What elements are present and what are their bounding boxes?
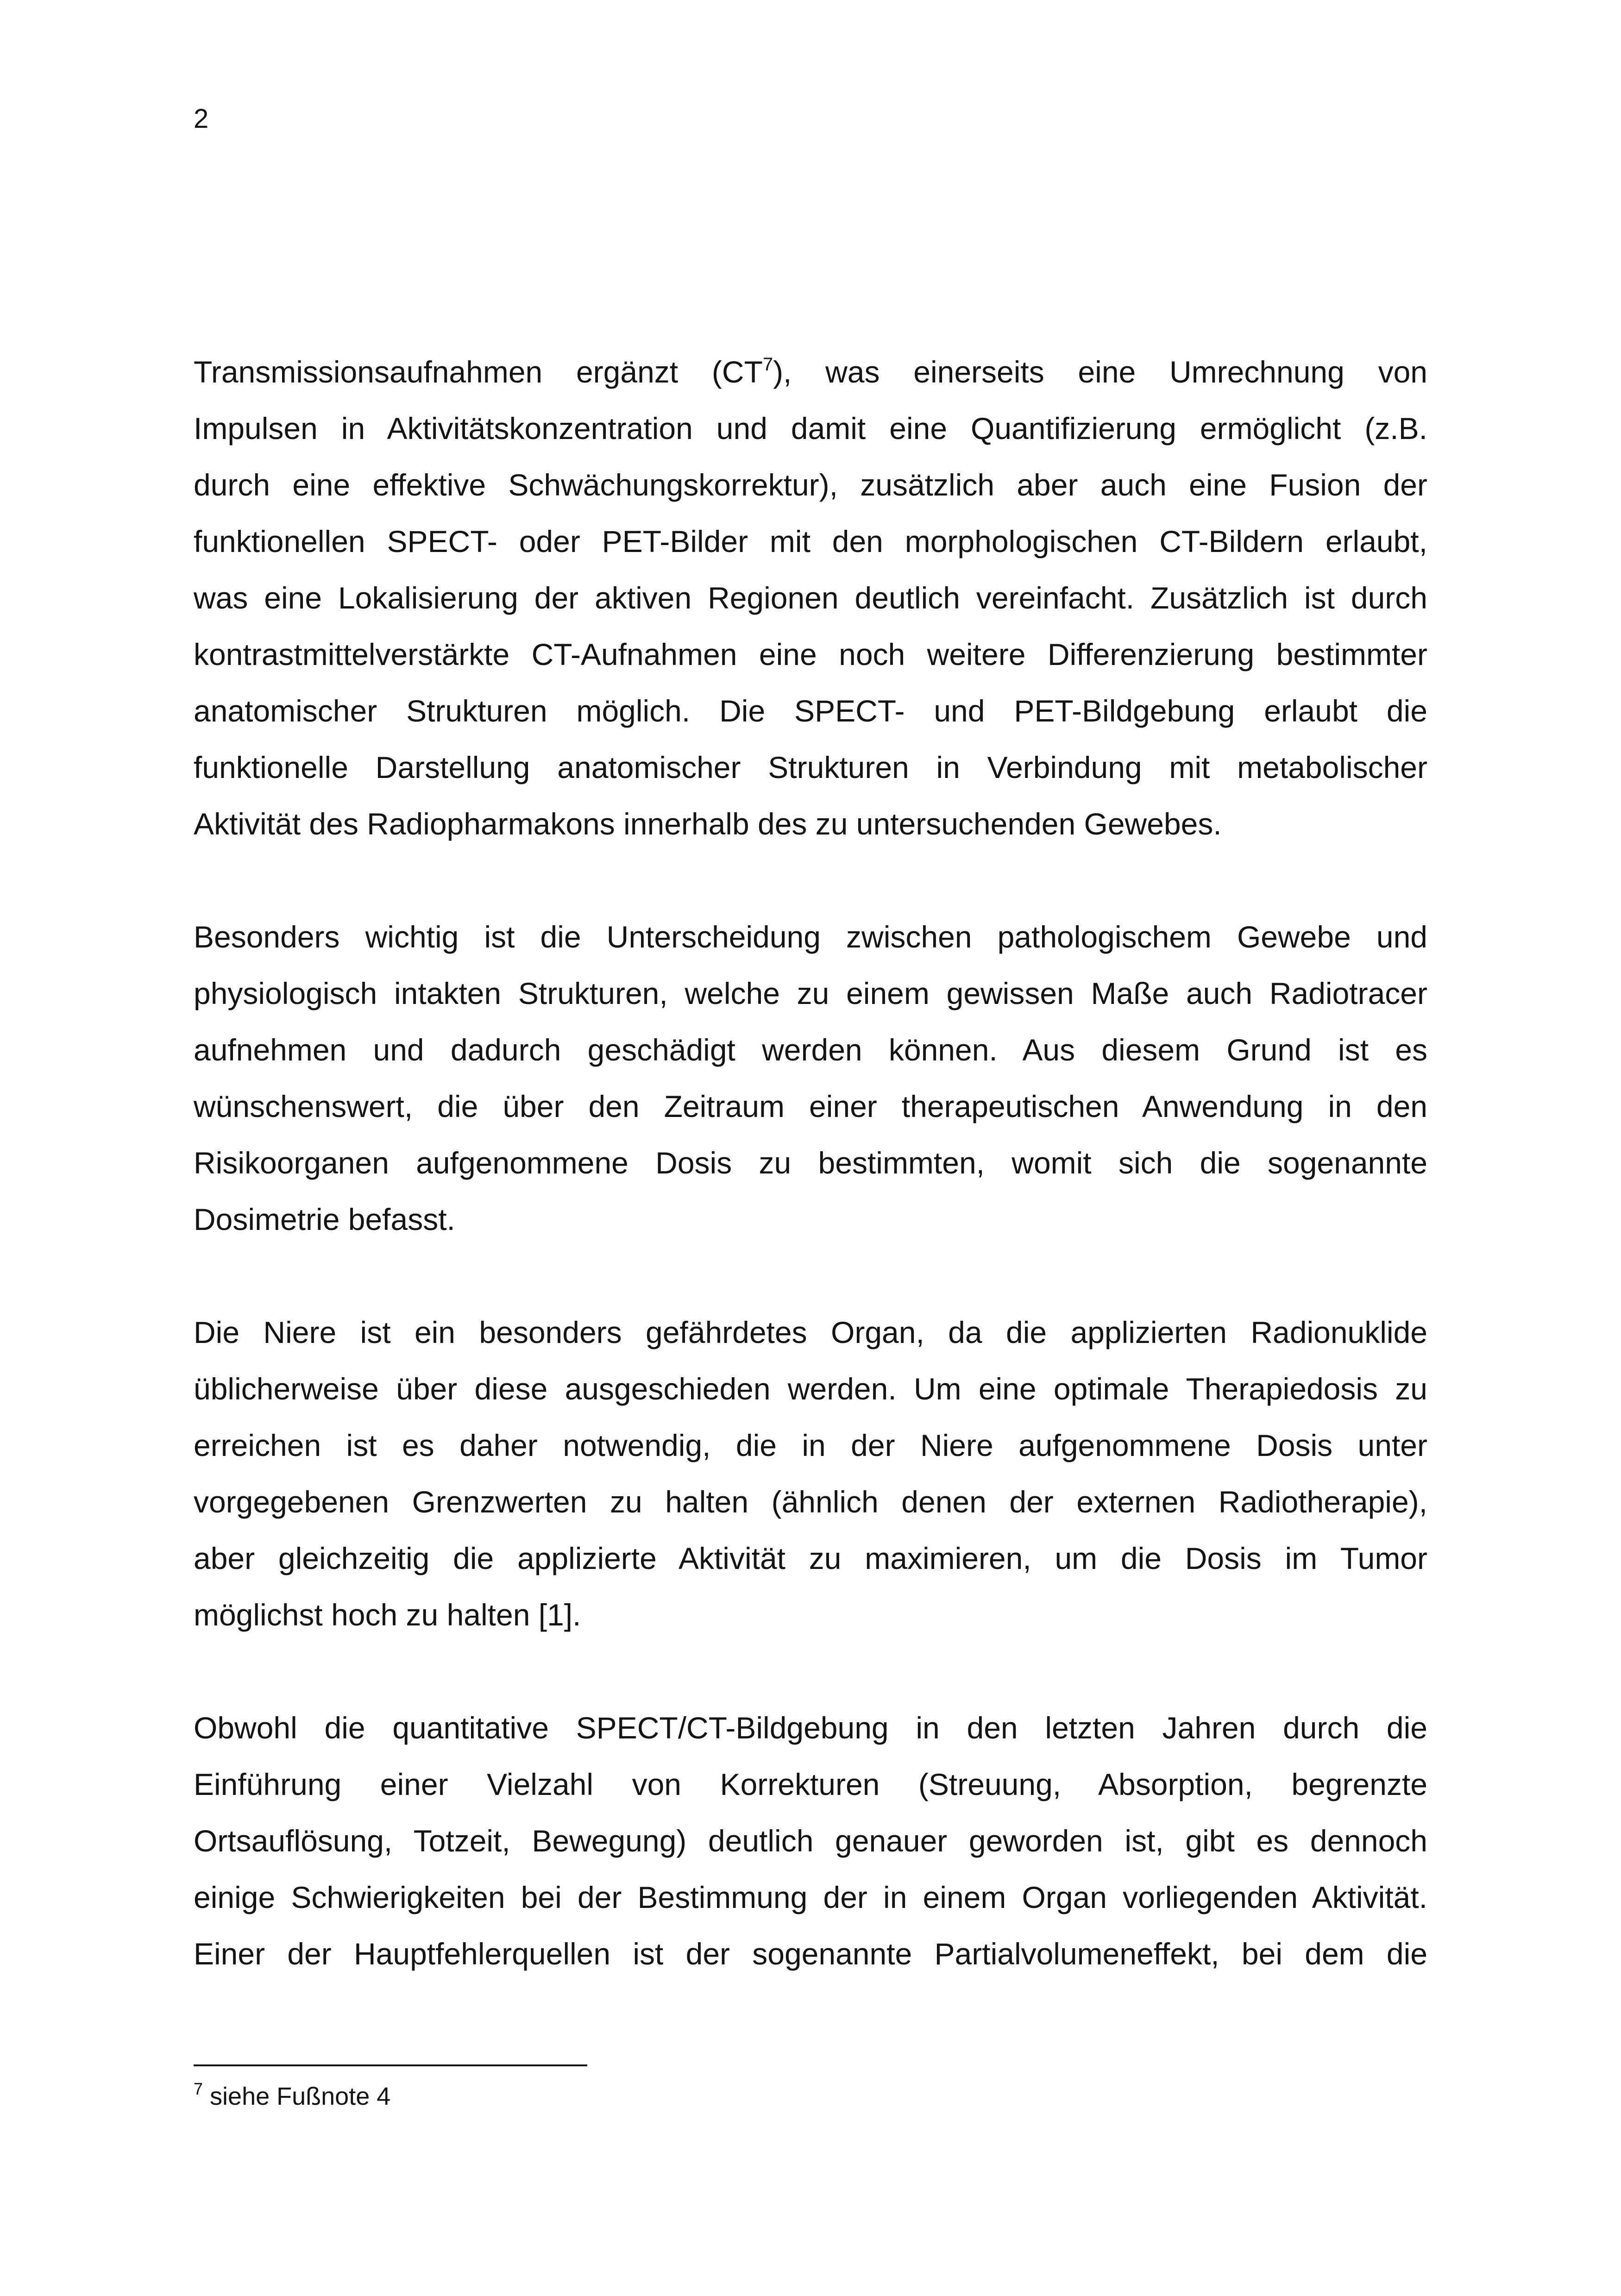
text-line: möglichst hoch zu halten [1].: [194, 1598, 581, 1632]
text-line: Einführung einer Vielzahl von Korrekturen (Streuung, Absorption, begrenzte: [194, 1767, 1427, 1801]
paragraph-3: [194, 1304, 1427, 1643]
text-line: funktionellen SPECT- oder PET-Bilder mit den morphologischen CT-Bildern erlaubt,: [194, 524, 1427, 558]
footnote: [194, 2080, 390, 2113]
text-line: durch eine effektive Schwächungskorrektur), zusätzlich aber auch eine Fusion der: [194, 468, 1427, 502]
footnote-separator: [194, 2064, 587, 2066]
text-line: üblicherweise über diese ausgeschieden werden. Um eine optimale Therapiedosis zu: [194, 1372, 1427, 1406]
text-line: wünschenswert, die über den Zeitraum einer therapeutischen Anwendung in den: [194, 1089, 1427, 1123]
text-line: Ortsauflösung, Totzeit, Bewegung) deutlich genauer geworden ist, gibt es dennoch: [194, 1824, 1427, 1858]
text-line: Aktivität des Radiopharmakons innerhalb des zu untersuchenden Gewebes.: [194, 807, 1222, 841]
text-line: Besonders wichtig ist die Unterscheidung zwischen pathologischem Gewebe und: [194, 920, 1427, 954]
text-line: aufnehmen und dadurch geschädigt werden können. Aus diesem Grund ist es: [194, 1033, 1427, 1067]
paragraph-4: [194, 1700, 1427, 1982]
text-line: vorgegebenen Grenzwerten zu halten (ähnlich denen der externen Radiotherapie),: [194, 1485, 1427, 1519]
text-line: aber gleichzeitig die applizierte Aktivität zu maximieren, um die Dosis im Tumor: [194, 1541, 1427, 1575]
text-line: Transmissionsaufnahmen ergänzt $(CT^7)$, was einerseits eine Umrechnung von: [194, 354, 1427, 389]
paragraph-1: [194, 344, 1427, 852]
footnote-marker: 7: [194, 2079, 203, 2098]
text-line: Dosimetrie befasst.: [194, 1202, 455, 1236]
text-line: Einer der Hauptfehlerquellen ist der sogenannte Partialvolumeneffekt, bei dem die: [194, 1937, 1427, 1971]
text-line: anatomischer Strukturen möglich. Die SPECT- und PET-Bildgebung erlaubt die: [194, 694, 1427, 728]
footnote-text: siehe Fußnote 4: [203, 2083, 391, 2110]
text-line: was eine Lokalisierung der aktiven Regionen deutlich vereinfacht. Zusätzlich ist durch: [194, 581, 1427, 615]
paragraph-2: [194, 909, 1427, 1248]
text-line: funktionelle Darstellung anatomischer Strukturen in Verbindung mit metabolischer: [194, 750, 1427, 784]
text-line: erreichen ist es daher notwendig, die in der Niere aufgenommene Dosis unter: [194, 1428, 1427, 1462]
text-line: Impulsen in Aktivitätskonzentration und damit eine Quantifizierung ermöglicht (z.B.: [194, 411, 1427, 445]
text-line: Die Niere ist ein besonders gefährdetes Organ, da die applizierten Radionuklide: [194, 1315, 1427, 1349]
text-line: physiologisch intakten Strukturen, welche zu einem gewissen Maße auch Radiotracer: [194, 976, 1427, 1010]
text-line: kontrastmittelverstärkte CT-Aufnahmen eine noch weitere Differenzierung bestimmter: [194, 637, 1427, 671]
footnote-reference[interactable]: 7: [762, 354, 773, 375]
text-line: Obwohl die quantitative SPECT/CT-Bildgebung in den letzten Jahren durch die: [194, 1711, 1427, 1745]
page-number: 2: [194, 104, 209, 134]
text-line: Risikoorganen aufgenommene Dosis zu bestimmten, womit sich die sogenannte: [194, 1146, 1427, 1180]
text-line: einige Schwierigkeiten bei der Bestimmung der in einem Organ vorliegenden Aktivität.: [194, 1880, 1427, 1914]
